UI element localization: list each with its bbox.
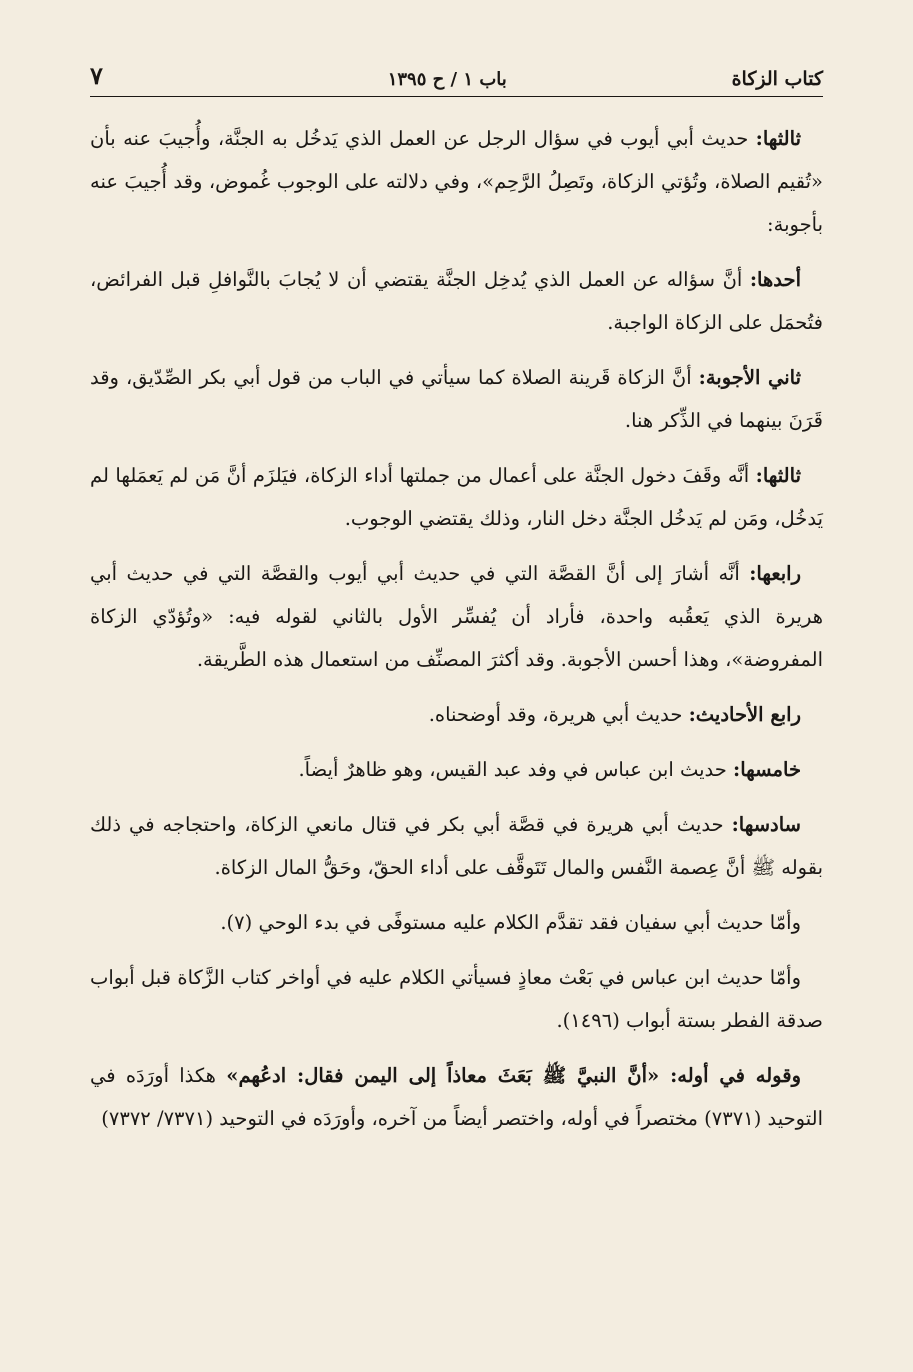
paragraph [90,901,823,944]
chapter-reference: باب ١ / ح ١٣٩٥ [387,69,507,90]
paragraph-lead: وقوله في أوله: «أنَّ النبيَّ ﷺ بَعَثَ معاذاً إلى اليمن فقال: ادعُهم» [226,1064,801,1087]
paragraph [90,356,823,442]
paragraph [90,803,823,889]
paragraph-lead: ثالثها: [755,127,801,150]
paragraph-text: حديث أبي هريرة في قصَّة أبي بكر في قتال مانعي الزكاة، واحتجاجه في ذلك بقوله ﷺ أنَّ عِصمة النَّفس والمال تَتَوقَّف على أداء الحقّ، وحَقُّ المال الزكاة. [90,813,823,879]
paragraph-text: أنَّه وقَفَ دخول الجنَّة على أعمال من جملتها أداء الزكاة، فيَلزَم أنَّ مَن لم يَعمَلها لم يَدخُل، ومَن لم يَدخُل الجنَّة دخل النار، وذلك يقتضي الوجوب. [90,464,823,530]
paragraph-lead: ثالثها: [755,464,801,487]
paragraph-lead: خامسها: [733,758,801,781]
paragraph [90,117,823,246]
paragraph-text: أنَّه أشارَ إلى أنَّ القصَّة التي في حديث أبي أيوب والقصَّة التي في حديث أبي هريرة الذي يَعقُبه واحدة، فأراد أن يُفسِّر الأول بالثاني لقوله فيه: «وتُؤدّي الزكاة المفروضة»، وهذا أحسن الأجوبة. وقد أكثرَ المصنِّف من استعمال هذه الطَّريقة. [90,562,823,671]
paragraph [90,748,823,791]
paragraph-lead: رابعها: [749,562,801,585]
book-title: كتاب الزكاة [731,68,823,90]
paragraph-text: أنَّ الزكاة قَرينة الصلاة كما سيأتي في الباب من قول أبي بكر الصِّدّيق، وقد قَرَنَ بينهما في الذِّكر هنا. [90,366,823,432]
body-text [90,117,823,1140]
paragraph [90,693,823,736]
page-number: ٧ [90,61,103,90]
running-header [90,56,823,97]
paragraph-text: حديث أبي أيوب في سؤال الرجل عن العمل الذي يَدخُل به الجنَّة، وأُجيبَ عنه بأن «تُقيم الصلاة، وتُؤتي الزكاة، وتَصِلُ الرَّحِم»، وفي دلالته على الوجوب غُموض، وقد أُجيبَ عنه بأجوبة: [90,127,823,236]
paragraph-text: أنَّ سؤاله عن العمل الذي يُدخِل الجنَّة يقتضي أن لا يُجابَ بالنَّوافلِ قبل الفرائض، فتُحمَل على الزكاة الواجبة. [90,268,823,334]
paragraph-text: وأمّا حديث ابن عباس في بَعْث معاذٍ فسيأتي الكلام عليه في أواخر كتاب الزَّكاة قبل أبواب صدقة الفطر بستة أبواب (١٤٩٦). [90,966,823,1032]
paragraph [90,552,823,681]
paragraph-text: حديث أبي هريرة، وقد أوضحناه. [428,703,689,726]
paragraph-lead: سادسها: [731,813,801,836]
paragraph [90,1054,823,1140]
paragraph-lead: أحدها: [749,268,801,291]
paragraph-text: حديث ابن عباس في وفد عبد القيس، وهو ظاهرٌ أيضاً. [298,758,734,781]
paragraph-text: وأمّا حديث أبي سفيان فقد تقدَّم الكلام عليه مستوفًى في بدء الوحي (٧). [220,911,801,934]
paragraph [90,258,823,344]
paragraph-lead: رابع الأحاديث: [688,703,801,726]
paragraph-lead: ثاني الأجوبة: [698,366,801,389]
paragraph [90,454,823,540]
paragraph [90,956,823,1042]
paragraph-text: هكذا أورَدَه في التوحيد (٧٣٧١) مختصراً في أوله، واختصر أيضاً من آخره، وأورَدَه في التوحيد (٧٣٧١/ ٧٣٧٢) [90,1064,823,1130]
